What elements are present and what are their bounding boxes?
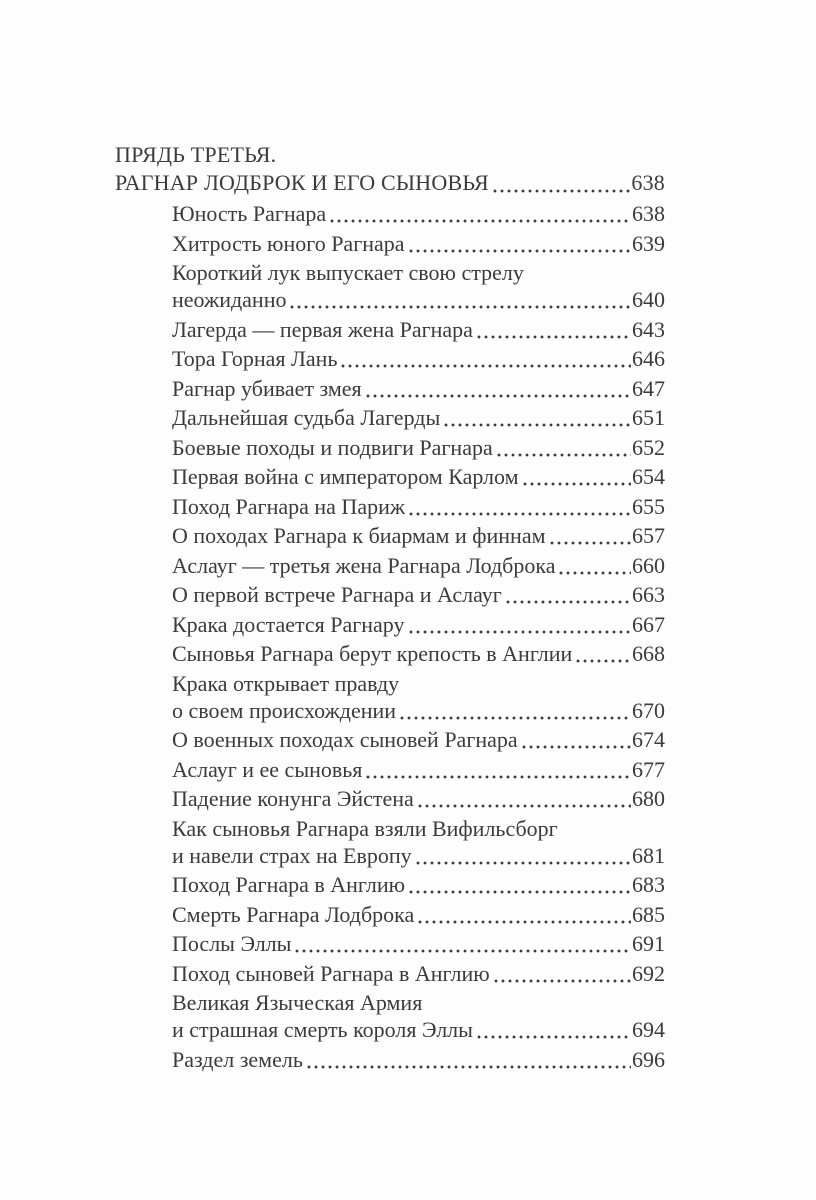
page-number: 696 bbox=[632, 1046, 665, 1072]
toc-entry bbox=[172, 756, 665, 783]
toc-entry-title: неожиданно bbox=[172, 287, 287, 312]
toc-entry-title: Тора Горная Лань bbox=[172, 346, 338, 371]
toc-entry-title: Аслауг и ее сыновья bbox=[172, 756, 363, 782]
toc-entry bbox=[172, 404, 665, 431]
page-number: 691 bbox=[632, 931, 665, 956]
section-part-title: ПРЯДЬ ТРЕТЬЯ. bbox=[115, 142, 277, 167]
dot-leader bbox=[416, 861, 631, 865]
toc-entry-row bbox=[172, 345, 665, 372]
toc-entry bbox=[172, 785, 665, 812]
toc-entry-title: Поход сыновей Рагнара в Англию bbox=[172, 960, 490, 986]
toc-entry-title: Боевые походы и подвиги Рагнара bbox=[172, 434, 493, 460]
toc-entry-title-line: Короткий лук выпускает свою стрелу bbox=[172, 260, 524, 285]
toc-entry bbox=[172, 1046, 665, 1073]
dot-leader bbox=[400, 716, 631, 720]
dot-leader bbox=[576, 659, 631, 663]
toc-entry bbox=[172, 670, 665, 724]
dot-leader bbox=[290, 305, 631, 309]
dot-leader bbox=[477, 1035, 631, 1039]
toc-entry-row bbox=[172, 697, 665, 724]
page-number: 667 bbox=[632, 611, 665, 637]
page-number: 677 bbox=[632, 756, 665, 782]
toc-entry bbox=[172, 581, 665, 608]
page-number: 640 bbox=[632, 287, 665, 312]
toc-entry-title: о своем происхождении bbox=[172, 697, 397, 723]
toc-entry-row bbox=[172, 404, 665, 431]
toc-entry-title-line: Великая Языческая Армия bbox=[172, 990, 423, 1015]
toc-entry-title: Крака достается Рагнару bbox=[172, 611, 405, 637]
dot-leader bbox=[295, 949, 631, 953]
toc-entry-title: и навели страх на Европу bbox=[172, 842, 412, 868]
dot-leader bbox=[409, 630, 631, 634]
section-header bbox=[115, 141, 665, 197]
section-title: РАГНАР ЛОДБРОК И ЕГО СЫНОВЬЯ bbox=[115, 170, 489, 195]
toc-entry bbox=[172, 552, 665, 579]
toc-entry bbox=[172, 815, 665, 869]
toc-entry bbox=[172, 901, 665, 928]
dot-leader bbox=[497, 453, 631, 457]
dot-leader bbox=[444, 423, 631, 427]
toc-entry bbox=[172, 434, 665, 461]
section-page-number: 638 bbox=[631, 170, 665, 195]
toc-entry-row bbox=[172, 756, 665, 783]
toc-entry-title: Хитрость юного Рагнара bbox=[172, 230, 405, 256]
toc-entry-row bbox=[172, 200, 665, 227]
page-number: 685 bbox=[632, 901, 665, 927]
dot-leader bbox=[409, 249, 631, 253]
toc-entry bbox=[172, 930, 665, 957]
dot-leader bbox=[418, 920, 631, 924]
toc-entry-row bbox=[172, 640, 665, 667]
toc-entry-title: Сыновья Рагнара берут крепость в Англии bbox=[172, 641, 573, 666]
toc-entry bbox=[172, 726, 665, 753]
dot-leader bbox=[523, 482, 631, 486]
table-of-contents bbox=[115, 141, 665, 1073]
toc-entry-row bbox=[172, 871, 665, 898]
toc-entry-row bbox=[172, 1046, 665, 1073]
toc-entry bbox=[172, 640, 665, 667]
toc-entry-title: Падение конунга Эйстена bbox=[172, 786, 414, 811]
dot-leader bbox=[409, 512, 631, 516]
page-number: 643 bbox=[632, 316, 665, 342]
toc-entry-row bbox=[172, 522, 665, 549]
section-title-row bbox=[115, 169, 665, 197]
toc-entry bbox=[172, 611, 665, 638]
toc-entry-row bbox=[172, 230, 665, 257]
toc-entry-title: Первая война с императором Карлом bbox=[172, 464, 519, 489]
toc-entry-row bbox=[172, 434, 665, 461]
dot-leader bbox=[418, 804, 631, 808]
toc-entry-title: Аслауг — третья жена Рагнара Лодброка bbox=[172, 552, 556, 578]
page-number: 646 bbox=[632, 346, 665, 371]
toc-entry-row bbox=[172, 726, 665, 753]
dot-leader bbox=[494, 979, 631, 983]
toc-entry-title: Поход Рагнара на Париж bbox=[172, 493, 406, 519]
dot-leader bbox=[477, 335, 631, 339]
toc-entry bbox=[172, 259, 665, 313]
toc-entry-row bbox=[172, 463, 665, 490]
toc-entry bbox=[172, 989, 665, 1043]
toc-entry-row bbox=[172, 930, 665, 957]
dot-leader bbox=[559, 571, 631, 575]
dot-leader bbox=[366, 394, 631, 398]
toc-entry-row bbox=[172, 901, 665, 928]
toc-entry-title: Поход Рагнара в Англию bbox=[172, 872, 406, 897]
toc-entry-wrapped-lines bbox=[172, 989, 665, 1016]
toc-entry bbox=[172, 200, 665, 227]
toc-entry-row bbox=[172, 375, 665, 402]
toc-entry-title: Рагнар убивает змея bbox=[172, 375, 362, 401]
toc-entry-title: О походах Рагнара к биармам и финнам bbox=[172, 523, 546, 548]
page-number: 654 bbox=[632, 464, 665, 489]
toc-entry-title: Юность Рагнара bbox=[172, 201, 327, 226]
dot-leader bbox=[307, 1065, 631, 1069]
toc-entry-row bbox=[172, 286, 665, 313]
toc-entry-row bbox=[172, 785, 665, 812]
toc-entry bbox=[172, 493, 665, 520]
page-number: 639 bbox=[632, 230, 665, 256]
toc-entry-row bbox=[172, 611, 665, 638]
toc-entry-list bbox=[115, 200, 665, 1073]
page-number: 657 bbox=[632, 523, 665, 548]
toc-entry-title: Дальнейшая судьба Лагерды bbox=[172, 405, 441, 430]
dot-leader bbox=[330, 219, 631, 223]
toc-entry-wrapped-lines bbox=[172, 815, 665, 842]
toc-entry bbox=[172, 463, 665, 490]
toc-entry bbox=[172, 375, 665, 402]
toc-entry-title-line: Крака открывает правду bbox=[172, 670, 400, 696]
page-number: 652 bbox=[632, 434, 665, 460]
toc-entry-title: О первой встрече Рагнара и Аслауг bbox=[172, 582, 502, 607]
page-number: 674 bbox=[632, 727, 665, 752]
toc-entry-row bbox=[172, 960, 665, 987]
page-number: 647 bbox=[632, 375, 665, 401]
toc-entry bbox=[172, 522, 665, 549]
dot-leader bbox=[493, 189, 631, 193]
toc-entry bbox=[172, 871, 665, 898]
page-number: 668 bbox=[632, 641, 665, 666]
page-number: 651 bbox=[632, 405, 665, 430]
dot-leader bbox=[409, 890, 631, 894]
page-number: 660 bbox=[632, 552, 665, 578]
page-number: 655 bbox=[632, 493, 665, 519]
page-number: 663 bbox=[632, 582, 665, 607]
page-number: 694 bbox=[632, 1017, 665, 1042]
toc-entry-row bbox=[172, 581, 665, 608]
toc-entry-row bbox=[172, 842, 665, 869]
dot-leader bbox=[366, 775, 631, 779]
toc-entry-row bbox=[172, 552, 665, 579]
toc-entry-row bbox=[172, 493, 665, 520]
toc-entry-title-line: Как сыновья Рагнара взяли Вифильсборг bbox=[172, 815, 558, 841]
toc-entry-wrapped-lines bbox=[172, 670, 665, 697]
dot-leader bbox=[522, 745, 631, 749]
page-number: 670 bbox=[632, 697, 665, 723]
page-number: 681 bbox=[632, 842, 665, 868]
toc-entry bbox=[172, 345, 665, 372]
dot-leader bbox=[550, 541, 631, 545]
toc-entry-title: Послы Эллы bbox=[172, 931, 292, 956]
toc-entry bbox=[172, 960, 665, 987]
page-number: 683 bbox=[632, 872, 665, 897]
toc-entry-row bbox=[172, 1016, 665, 1043]
page-number: 638 bbox=[632, 201, 665, 226]
page-number: 692 bbox=[632, 960, 665, 986]
dot-leader bbox=[506, 600, 631, 604]
toc-entry-row bbox=[172, 316, 665, 343]
toc-entry-title: Лагерда — первая жена Рагнара bbox=[172, 316, 473, 342]
toc-entry-wrapped-lines bbox=[172, 259, 665, 286]
toc-entry-title: и страшная смерть короля Эллы bbox=[172, 1017, 473, 1042]
toc-entry-title: Раздел земель bbox=[172, 1046, 303, 1072]
dot-leader bbox=[341, 364, 631, 368]
toc-entry bbox=[172, 316, 665, 343]
toc-entry bbox=[172, 230, 665, 257]
page-number: 680 bbox=[632, 786, 665, 811]
toc-entry-title: Смерть Рагнара Лодброка bbox=[172, 901, 415, 927]
toc-entry-title: О военных походах сыновей Рагнара bbox=[172, 727, 518, 752]
